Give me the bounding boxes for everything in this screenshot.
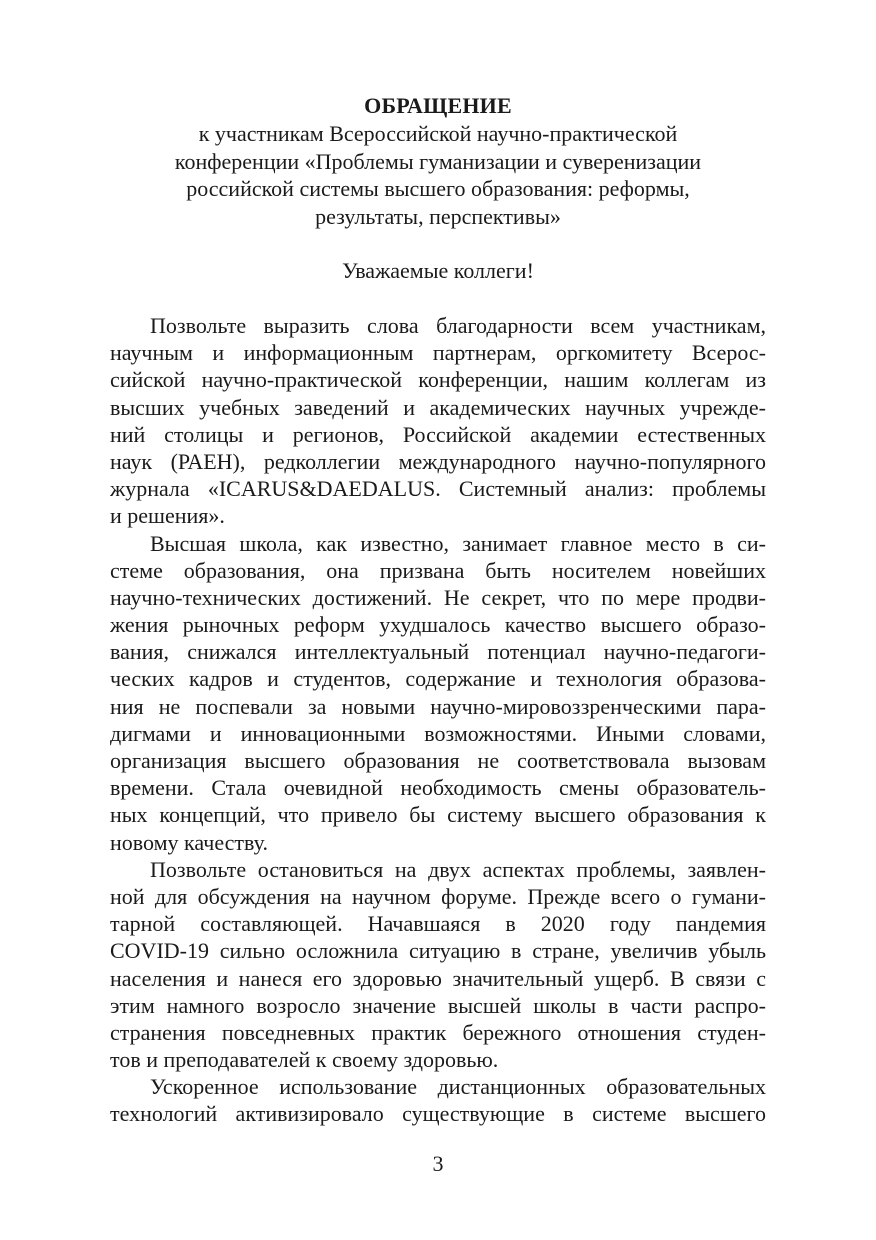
text-line: дигмами и инновационными возможностями. Иными словами, bbox=[110, 720, 766, 746]
text-line: ния не поспевали за новыми научно-мировоззренческими пара- bbox=[110, 693, 766, 719]
text-line: высших учебных заведений и академических научных учрежде- bbox=[110, 394, 766, 420]
text-line: Позвольте остановиться на двух аспектах проблемы, заявлен- bbox=[150, 856, 766, 882]
text-line: научным и информационным партнерам, оргкомитету Всерос- bbox=[110, 340, 766, 366]
text-line: новому качеству. bbox=[110, 829, 268, 855]
paragraph-1 bbox=[110, 312, 766, 530]
text-line: ных концепций, что привело бы систему высшего образования к bbox=[110, 802, 766, 828]
text-line: населения и нанеся его здоровью значительный ущерб. В связи с bbox=[110, 965, 766, 991]
text-line: стеме образования, она призвана быть носителем новейших bbox=[110, 557, 766, 583]
text-line: наук (РАЕН), редколлегии международного научно-популярного bbox=[110, 448, 766, 474]
document-title: ОБРАЩЕНИЕ bbox=[364, 93, 512, 118]
text-line: Высшая школа, как известно, занимает главное место в си- bbox=[150, 530, 766, 556]
text-line: жения рыночных реформ ухудшалось качество высшего образо- bbox=[110, 612, 766, 638]
subtitle-line: результаты, перспективы» bbox=[315, 203, 561, 229]
text-line: научно-технических достижений. Не секрет, что по мере продви- bbox=[110, 584, 766, 610]
paragraph-2 bbox=[110, 530, 766, 856]
paragraph-4 bbox=[110, 1073, 766, 1127]
text-line: ний столицы и регионов, Российской академии естественных bbox=[110, 421, 766, 447]
subtitle-line: конференции «Проблемы гуманизации и суверенизации bbox=[174, 148, 702, 174]
text-line: и решения». bbox=[110, 503, 225, 529]
subtitle-line: к участникам Всероссийской научно-практической bbox=[198, 121, 678, 146]
text-line: организация высшего образования не соответствовала вызовам bbox=[110, 748, 766, 773]
text-line: журнала «ICARUS&DAEDALUS. Системный анализ: проблемы bbox=[110, 476, 766, 502]
subtitle-line: российской системы высшего образования: реформы, bbox=[186, 176, 690, 201]
text-line: Позвольте выразить слова благодарности всем участникам, bbox=[150, 313, 766, 338]
text-line: тарной составляющей. Начавшаяся в 2020 году пандемия bbox=[110, 911, 766, 937]
text-line: Ускоренное использование дистанционных образовательных bbox=[150, 1074, 766, 1100]
text-line: тов и преподавателей к своему здоровью. bbox=[110, 1047, 499, 1073]
text-line: ной для обсуждения на научном форуме. Прежде всего о гумани- bbox=[110, 883, 766, 909]
text-line: этим намного возросло значение высшей школы в части распро- bbox=[110, 992, 766, 1018]
text-line: COVID-19 сильно осложнила ситуацию в стране, увеличив убыль bbox=[110, 938, 766, 964]
document-subtitle bbox=[110, 120, 766, 230]
body-text bbox=[110, 312, 766, 1128]
text-line: ческих кадров и студентов, содержание и технология образова- bbox=[110, 666, 766, 692]
document-page bbox=[110, 92, 766, 1128]
greeting: Уважаемые коллеги! bbox=[342, 258, 534, 283]
paragraph-3 bbox=[110, 856, 766, 1074]
text-line: технологий активизировало существующие в системе высшего bbox=[110, 1101, 766, 1127]
text-line: вания, снижался интеллектуальный потенциал научно-педагоги- bbox=[110, 639, 766, 665]
text-line: времени. Стала очевидной необходимость смены образователь- bbox=[110, 775, 766, 801]
text-line: сийской научно-практической конференции, нашим коллегам из bbox=[110, 367, 766, 393]
text-line: странения повседневных практик бережного отношения студен- bbox=[110, 1019, 766, 1045]
page-number: 3 bbox=[432, 1151, 444, 1176]
